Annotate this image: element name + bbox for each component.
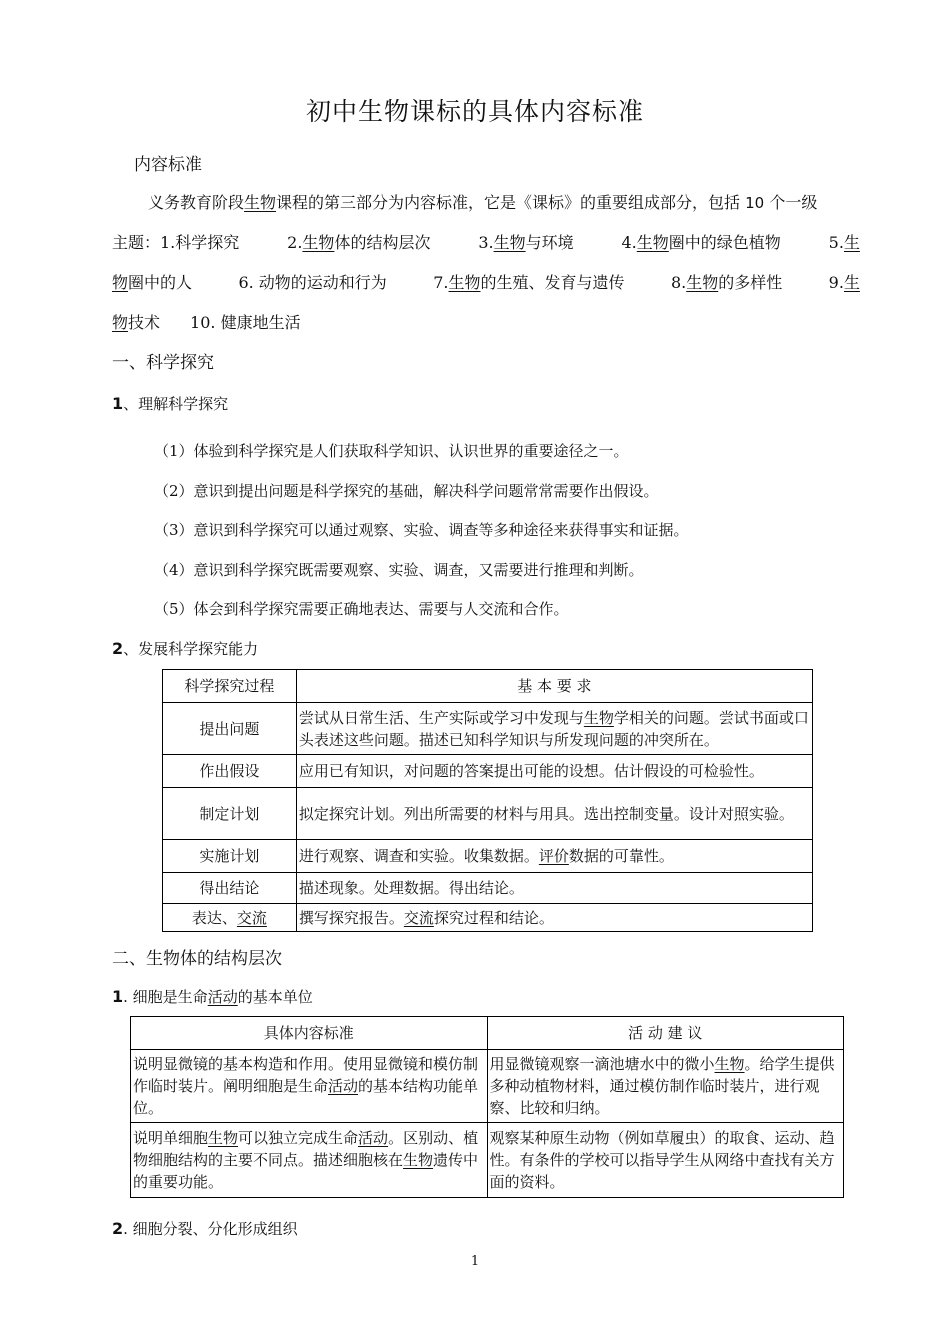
list-item: （2）意识到提出问题是科学探究的基础，解决科学问题常常需要作出假设。 [154,482,659,500]
table-cell: 撰写探究报告。交流探究过程和结论。 [296,904,812,932]
intro-link: 生物 [244,193,277,212]
topic-10: 10. 健康地生活 [190,313,301,332]
table-row [163,840,813,873]
table-cell: 观察某种原生动物（例如草履虫）的取食、运动、趋性。有条件的学校可以指导学生从网络中查找有关方面的资料。 [487,1123,844,1198]
intro-number: 10 [745,194,765,212]
intro-line-1 [148,190,860,213]
topic-2: 2.生物体的结构层次 [287,233,431,252]
table-row [163,904,813,932]
content-standards-table [130,1016,844,1198]
section-heading-2: 二、生物体的结构层次 [112,949,282,969]
topic-6: 6. 动物的运动和行为 [238,273,387,292]
topic-5-end: 物圈中的人 [112,273,193,292]
table-cell: 用显微镜观察一滴池塘水中的微小生物。给学生提供多种动植物材料，通过模仿制作临时装片，进行观察、比较和归纳。 [487,1050,844,1123]
table-header-row [163,670,813,703]
table-row [163,755,813,788]
table-header-cell: 科学探究过程 [163,670,297,703]
intro-line-2 [112,230,860,253]
topic-3: 3.生物与环境 [478,233,574,252]
table-cell: 得出结论 [163,873,297,904]
table-cell: 说明单细胞生物可以独立完成生命活动。区别动、植物细胞结构的主要不同点。描述细胞核在生物遗传中的重要功能。 [131,1123,488,1198]
table-cell: 提出问题 [163,703,297,755]
intro-text: 义务教育阶段 [148,193,245,212]
intro-line-3 [112,270,860,293]
table-row [163,788,813,840]
subsection-heading-1-1: 1、理解科学探究 [112,394,229,413]
table-header-row [131,1017,844,1050]
section-label: 内容标准 [134,155,202,175]
table-header-cell: 具体内容标准 [131,1017,488,1050]
page-title: 初中生物课标的具体内容标准 [305,97,644,126]
inquiry-table [162,669,813,932]
table-cell: 尝试从日常生活、生产实际或学习中发现与生物学相关的问题。尝试书面或口头表述这些问题。描述已知科学知识与所发现问题的冲突所在。 [296,703,812,755]
table-cell: 应用已有知识，对问题的答案提出可能的设想。估计假设的可检验性。 [296,755,812,788]
list-item: （5）体会到科学探究需要正确地表达、需要与人交流和合作。 [154,600,569,618]
table-cell: 制定计划 [163,788,297,840]
table-cell: 作出假设 [163,755,297,788]
list-item: （1）体验到科学探究是人们获取科学知识、认识世界的重要途径之一。 [154,442,629,460]
table-header-cell: 活 动 建 议 [487,1017,844,1050]
topic-9-end: 物技术 [112,313,161,332]
table-row [131,1050,844,1123]
topic-9-start: 9.生 [828,273,860,292]
intro-text: 课程的第三部分为内容标准，它是《课标》的重要组成部分，包括 [276,193,741,212]
table-cell: 说明显微镜的基本构造和作用。使用显微镜和模仿制作临时装片。阐明细胞是生命活动的基本结构功能单位。 [131,1050,488,1123]
table-cell: 进行观察、调查和实验。收集数据。评价数据的可靠性。 [296,840,812,873]
list-item: （3）意识到科学探究可以通过观察、实验、调查等多种途径来获得事实和证据。 [154,521,689,539]
intro-line-4 [112,310,860,333]
table-row [163,873,813,904]
topic-7: 7.生物的生殖、发育与遗传 [433,273,625,292]
page-number: 1 [470,1254,480,1269]
table-cell: 表达、交流 [163,904,297,932]
list-item: （4）意识到科学探究既需要观察、实验、调查，又需要进行推理和判断。 [154,561,644,579]
table-cell: 拟定探究计划。列出所需要的材料与用具。选出控制变量。设计对照实验。 [296,788,812,840]
subsection-heading-1-2: 2、发展科学探究能力 [112,639,259,658]
intro-text: 个一级 [769,193,818,212]
subsection-heading-2-1: 1. 细胞是生命活动的基本单位 [112,987,313,1006]
table-cell: 描述现象。处理数据。得出结论。 [296,873,812,904]
table-row [163,703,813,755]
table-cell: 实施计划 [163,840,297,873]
topic-5-start: 5.生 [828,233,860,252]
table-row [131,1123,844,1198]
topic-4: 4.生物圈中的绿色植物 [621,233,781,252]
topic-8: 8.生物的多样性 [670,273,783,292]
topic-1: 主题：1.科学探究 [112,233,240,252]
section-heading-1: 一、科学探究 [112,353,214,373]
table-header-cell: 基 本 要 求 [296,670,812,703]
subsection-heading-2-2: 2. 细胞分裂、分化形成组织 [112,1219,298,1238]
